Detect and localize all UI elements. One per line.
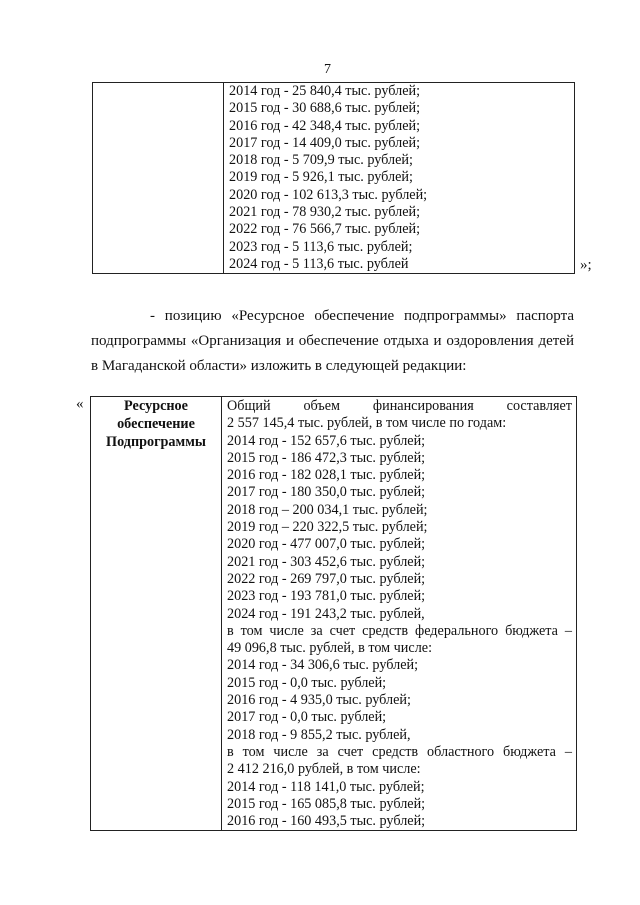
funding-line: 2016 год - 42 348,4 тыс. рублей;	[229, 117, 421, 134]
opening-quote-mark: «	[76, 396, 84, 412]
funding-line: 2 412 216,0 рублей, в том числе:	[227, 761, 421, 778]
closing-quote-mark: »;	[580, 257, 592, 273]
funding-line: 2019 год – 220 322,5 тыс. рублей;	[227, 519, 428, 536]
funding-line: 49 096,8 тыс. рублей, в том числе:	[227, 640, 433, 657]
funding-line: 2015 год - 165 085,8 тыс. рублей;	[227, 795, 426, 812]
funding-line: 2016 год - 182 028,1 тыс. рублей;	[227, 467, 426, 484]
resource-heading-line: обеспечение	[117, 416, 195, 432]
funding-line: 2021 год - 78 930,2 тыс. рублей;	[229, 204, 421, 221]
funding-line: 2016 год - 160 493,5 тыс. рублей;	[227, 813, 426, 830]
resource-provision-table	[90, 396, 577, 831]
top-table-lines	[224, 83, 574, 273]
funding-line: 2015 год - 186 472,3 тыс. рублей;	[227, 449, 426, 466]
funding-line: 2017 год - 0,0 тыс. рублей;	[227, 709, 387, 726]
funding-line: 2024 год - 191 243,2 тыс. рублей,	[227, 605, 425, 622]
funding-line: 2023 год - 193 781,0 тыс. рублей;	[227, 588, 426, 605]
funding-line: 2017 год - 180 350,0 тыс. рублей;	[227, 484, 426, 501]
top-funding-table	[92, 82, 575, 274]
resource-values-lines	[222, 397, 576, 830]
instruction-line-2: подпрограммы «Организация и обеспечение отдыха и оздоровления детей	[91, 333, 574, 349]
top-table-left-cell	[93, 83, 224, 274]
funding-line: 2014 год - 34 306,6 тыс. рублей;	[227, 657, 419, 674]
funding-line: 2015 год - 30 688,6 тыс. рублей;	[229, 100, 421, 117]
funding-line: 2014 год - 152 657,6 тыс. рублей;	[227, 432, 426, 449]
funding-line: 2020 год - 477 007,0 тыс. рублей;	[227, 536, 426, 553]
top-table-right-cell	[224, 83, 575, 274]
funding-line: 2023 год - 5 113,6 тыс. рублей;	[229, 238, 413, 255]
page-number: 7	[324, 62, 331, 77]
instruction-line-1: - позицию «Ресурсное обеспечение подпрограммы» паспорта	[150, 308, 574, 324]
funding-line: 2019 год - 5 926,1 тыс. рублей;	[229, 169, 413, 186]
funding-line: 2021 год - 303 452,6 тыс. рублей;	[227, 553, 426, 570]
funding-line: 2018 год - 9 855,2 тыс. рублей,	[227, 726, 411, 743]
funding-line: Общий объем финансирования составляет	[227, 398, 572, 414]
funding-line: 2024 год - 5 113,6 тыс. рублей	[229, 255, 409, 272]
funding-line: 2020 год - 102 613,3 тыс. рублей;	[229, 186, 428, 203]
funding-line: в том числе за счет средств федерального бюджета –	[227, 622, 572, 639]
funding-line: 2018 год – 200 034,1 тыс. рублей;	[227, 501, 428, 518]
funding-line: 2022 год - 76 566,7 тыс. рублей;	[229, 221, 421, 238]
funding-line: 2014 год - 25 840,4 тыс. рублей;	[229, 83, 421, 99]
funding-line: 2018 год - 5 709,9 тыс. рублей;	[229, 152, 413, 169]
resource-values-cell	[222, 397, 577, 831]
funding-line: 2017 год - 14 409,0 тыс. рублей;	[229, 134, 421, 151]
funding-line: 2 557 145,4 тыс. рублей, в том числе по годам:	[227, 415, 507, 432]
resource-heading-cell	[91, 397, 222, 831]
funding-line: 2016 год - 4 935,0 тыс. рублей;	[227, 692, 411, 709]
funding-line: 2015 год - 0,0 тыс. рублей;	[227, 674, 387, 691]
resource-heading-line: Ресурсное	[124, 398, 188, 414]
funding-line: в том числе за счет средств областного бюджета –	[227, 743, 572, 760]
instruction-line-3: в Магаданской области» изложить в следующей редакции:	[91, 358, 467, 374]
funding-line: 2014 год - 118 141,0 тыс. рублей;	[227, 778, 425, 795]
resource-heading-line: Подпрограммы	[106, 434, 206, 450]
funding-line: 2022 год - 269 797,0 тыс. рублей;	[227, 570, 426, 587]
